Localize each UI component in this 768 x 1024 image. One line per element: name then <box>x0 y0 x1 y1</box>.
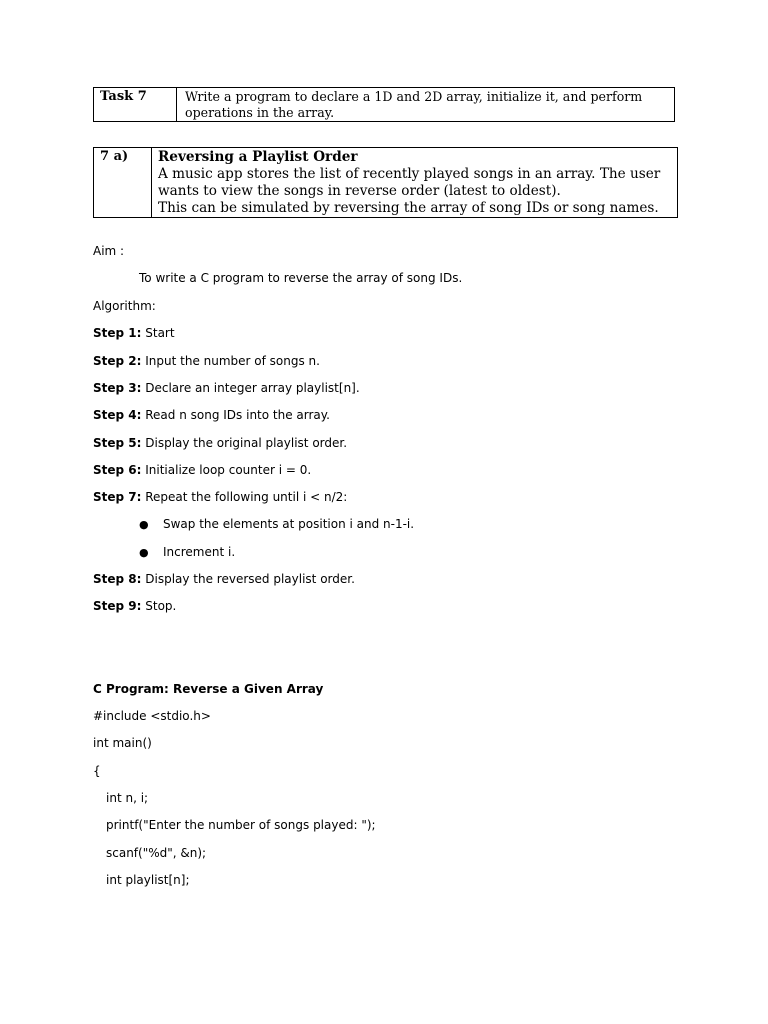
step-8 <box>93 572 355 586</box>
step-text: Stop. <box>141 599 177 613</box>
step-label: Step 7: <box>93 490 142 504</box>
step-label: Step 3: <box>93 381 142 395</box>
code-line: int main() <box>93 736 152 750</box>
subtask-note: This can be simulated by reversing the array of song IDs or song names. <box>158 200 659 216</box>
program-heading: C Program: Reverse a Given Array <box>93 682 324 696</box>
step-label: Step 6: <box>93 463 142 477</box>
code-line: #include <stdio.h> <box>93 709 211 723</box>
step-text: Read n song IDs into the array. <box>141 408 330 422</box>
step-label: Step 8: <box>93 572 142 586</box>
step-4 <box>93 408 330 422</box>
step-label: Step 5: <box>93 436 142 450</box>
step-text: Initialize loop counter i = 0. <box>141 463 312 477</box>
code-line: { <box>93 764 101 778</box>
step-9 <box>93 599 176 613</box>
step-1 <box>93 326 175 340</box>
aim-text: To write a C program to reverse the array of song IDs. <box>139 271 463 285</box>
subtask-title: Reversing a Playlist Order <box>158 149 358 165</box>
task-table <box>93 87 675 122</box>
step-text: Repeat the following until i < n/2: <box>141 490 348 504</box>
step-5 <box>93 436 347 450</box>
step-6 <box>93 463 311 477</box>
task-label: Task 7 <box>94 88 177 122</box>
bullet-item: Swap the elements at position i and n-1-i. <box>163 517 415 531</box>
subtask-label: 7 a) <box>94 148 152 218</box>
subtask-body <box>152 148 678 218</box>
task-description: Write a program to declare a 1D and 2D array, initialize it, and perform operations in the array. <box>177 88 675 122</box>
code-line: int playlist[n]; <box>106 873 190 887</box>
step-label: Step 9: <box>93 599 142 613</box>
step-2 <box>93 354 320 368</box>
step-label: Step 1: <box>93 326 142 340</box>
code-line: int n, i; <box>106 791 149 805</box>
step-text: Display the original playlist order. <box>141 436 348 450</box>
step-label: Step 4: <box>93 408 142 422</box>
step-3 <box>93 381 360 395</box>
step-7 <box>93 490 347 504</box>
algorithm-heading: Algorithm: <box>93 299 156 313</box>
step-text: Display the reversed playlist order. <box>141 572 355 586</box>
step-text: Start <box>141 326 175 340</box>
step-text: Input the number of songs n. <box>141 354 320 368</box>
subtask-table <box>93 147 678 218</box>
step-label: Step 2: <box>93 354 142 368</box>
code-line: printf("Enter the number of songs played: "); <box>106 818 376 832</box>
bullet-icon: ● <box>139 518 149 531</box>
bullet-item: Increment i. <box>163 545 236 559</box>
subtask-description: A music app stores the list of recently played songs in an array. The user wants to view the songs in reverse order (latest to oldest). <box>158 166 661 199</box>
code-line: scanf("%d", &n); <box>106 846 207 860</box>
step-text: Declare an integer array playlist[n]. <box>141 381 360 395</box>
aim-heading: Aim : <box>93 244 125 258</box>
bullet-icon: ● <box>139 546 149 559</box>
